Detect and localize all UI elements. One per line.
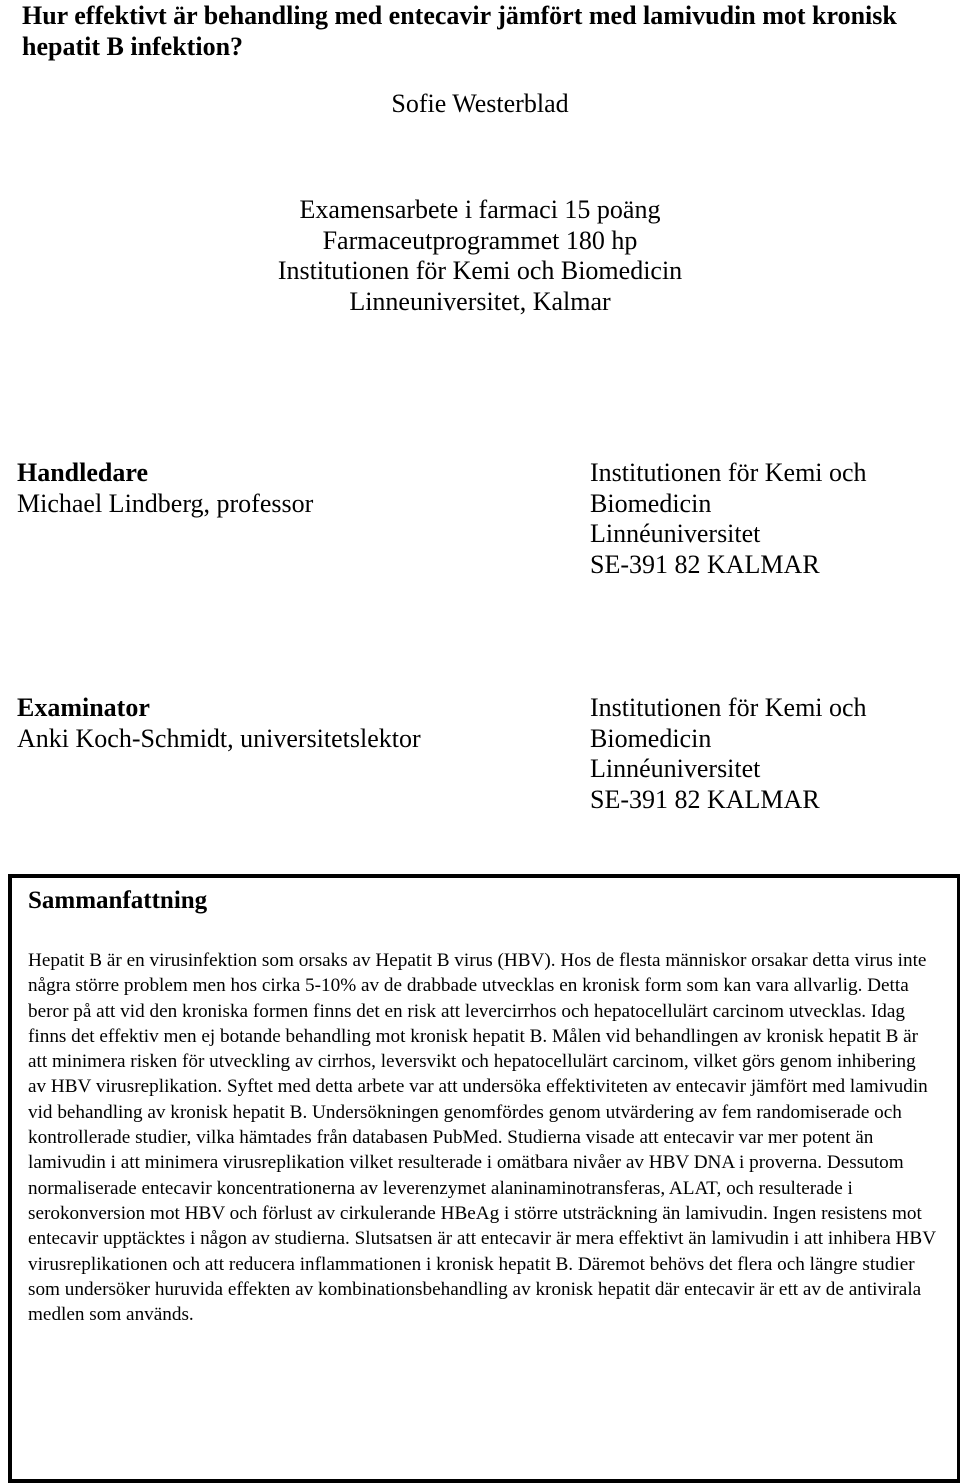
supervisor-heading: Handledare [17, 458, 148, 487]
supervisor-name: Michael Lindberg, professor [17, 488, 314, 518]
supervisor-address-line: Linnéuniversitet [590, 519, 761, 548]
examiner-address-line: Linnéuniversitet [590, 754, 761, 783]
examiner-address-line: Biomedicin [590, 723, 712, 753]
examiner-heading: Examinator [17, 693, 150, 722]
summary-heading: Sammanfattning [28, 887, 208, 914]
summary-text: Hepatit B är en virusinfektion som orsaks av Hepatit B virus (HBV). Hos de flesta människor orsakar detta virus inte några större problem men hos cirka 5-10% av de drabbade utvecklas en kronisk form som kan vara allvarlig. Detta beror på att vid den kroniska formen finns det en risk att levercirrhos och hepatocellulärt carcinom utvecklas. Idag finns det effektiv men ej botande behandling mot kronisk hepatit B. Målen vid behandlingen av kronisk hepatit B är att minimera risken för utveckling av cirrhos, leversvikt och hepatocellulärt carcinom, vilket görs genom inhibering av HBV virusreplikation. Syftet med detta arbete var att undersöka effektiviteten av entecavir jämfört med lamivudin vid behandling av kronisk hepatit B. Undersökningen genomfördes genom utvärdering av fem randomiserade och kontrollerade studier, vilka hämtades från databasen PubMed. Studierna visade att entecavir var mer potent än lamivudin i att minimera virusreplikation vilket resulterade i omätbara nivåer av HBV DNA i proverna. Dessutom normaliserade entecavir koncentrationerna av leverenzymet alaninaminotransferas, ALAT, och resulterade i serokonversion mot HBV och förlust av cirkulerande HBeAg i större utsträckning än lamivudin. Ingen resistens mot entecavir upptäcktes i någon av studierna. Slutsatsen är att entecavir är mera effektivt än lamivudin i att inhibera HBV virusreplikationen och att reducera inflammationen i kronisk hepatit B. Däremot behövs det flera och längre studier som undersöker huruvida effekten av kombinationsbehandling av kronisk hepatit där entecavir är ett av de antivirala medlen som används. [28, 950, 936, 1326]
supervisor-address-line: Institutionen för Kemi och [590, 458, 867, 487]
examiner-address-line: Institutionen för Kemi och [590, 693, 867, 722]
program-line-programme: Farmaceutprogrammet 180 hp [322, 225, 638, 255]
author-name: Sofie Westerblad [391, 89, 569, 118]
supervisor-address-line: Biomedicin [590, 488, 712, 518]
supervisor-address-line: SE-391 82 KALMAR [590, 549, 820, 579]
examiner-address [590, 693, 867, 815]
document-title: Hur effektivt är behandling med entecavir jämfört med lamivudin mot kronisk hepatit B infektion? [22, 1, 897, 61]
program-line-thesis: Examensarbete i farmaci 15 poäng [299, 195, 661, 224]
supervisor-block [17, 458, 313, 519]
examiner-name: Anki Koch-Schmidt, universitetslektor [17, 723, 421, 753]
program-info [0, 195, 960, 317]
examiner-block [17, 693, 421, 754]
program-line-department: Institutionen för Kemi och Biomedicin [277, 256, 683, 285]
examiner-address-line: SE-391 82 KALMAR [590, 784, 820, 814]
supervisor-address [590, 458, 867, 580]
program-line-university: Linneuniversitet, Kalmar [349, 286, 611, 316]
summary-box [8, 874, 960, 1483]
